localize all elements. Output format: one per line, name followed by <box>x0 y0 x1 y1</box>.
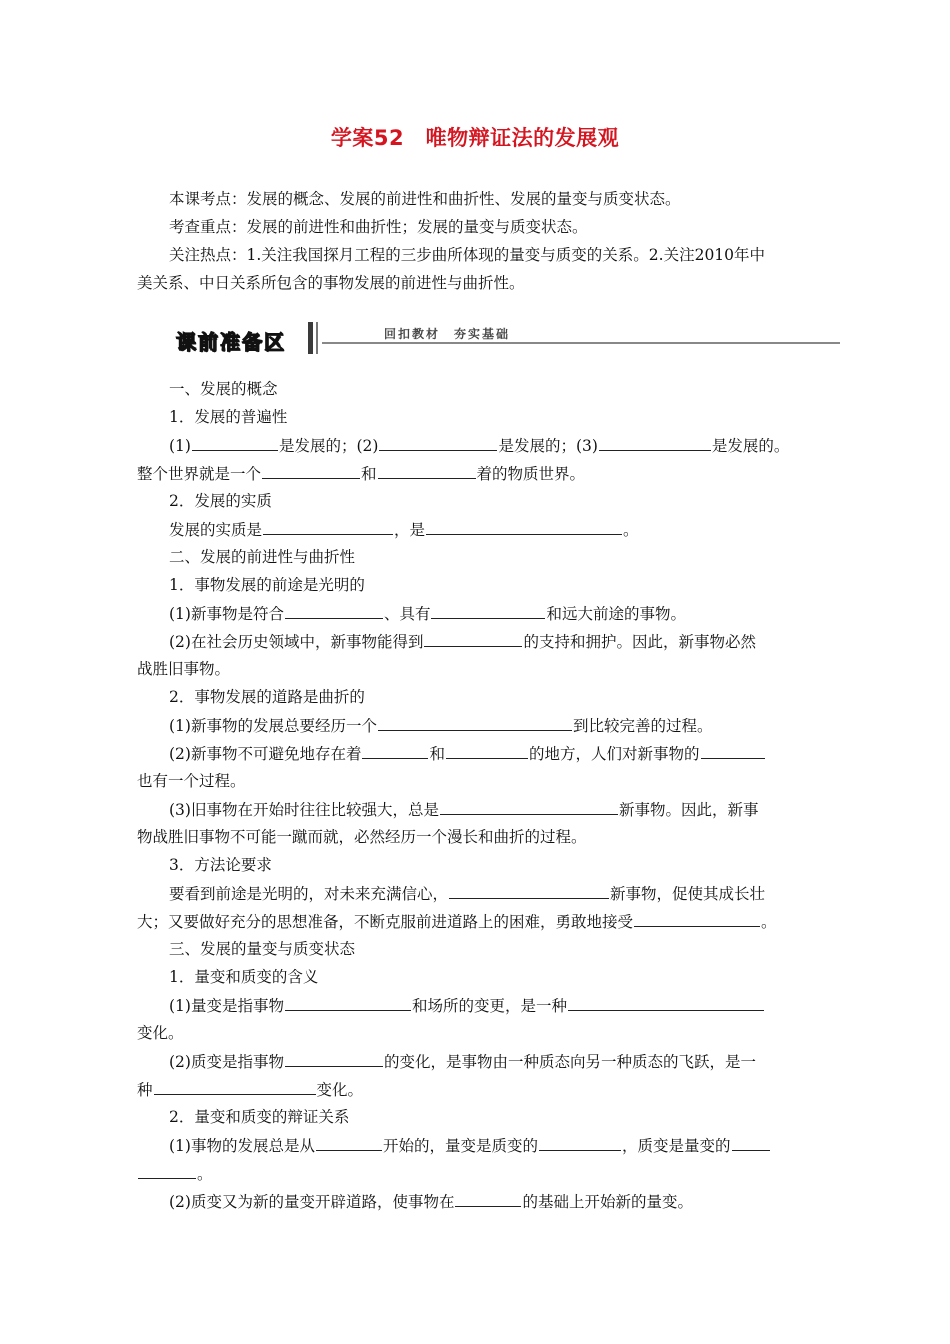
fill-blank[interactable] <box>138 1163 196 1179</box>
fill-blank[interactable] <box>379 435 497 451</box>
fill-line: (1)新事物的发展总要经历一个 到比较完善的过程。 <box>169 717 713 735</box>
fill-blank[interactable] <box>378 463 476 479</box>
banner-subtitle: 回扣教材 夯实基础 <box>384 327 511 341</box>
subsection-heading: 1．事物发展的前途是光明的 <box>169 576 365 594</box>
section-heading: 二、发展的前进性与曲折性 <box>169 548 356 566</box>
fill-blank[interactable] <box>285 1051 383 1067</box>
text-line: 战胜旧事物。 <box>137 660 231 678</box>
fill-line: 整个世界就是一个 和 着的物质世界。 <box>137 465 586 483</box>
text-line: 变化。 <box>137 1024 184 1042</box>
section-heading: 三、发展的量变与质变状态 <box>169 940 356 958</box>
banner-divider <box>308 322 313 354</box>
fill-line: 发展的实质是 ，是 。 <box>169 521 639 539</box>
fill-line: (1) 是发展的；(2) 是发展的；(3) 是发展的。 <box>169 437 790 455</box>
intro-line: 美关系、中日关系所包含的事物发展的前进性与曲折性。 <box>137 274 525 292</box>
fill-blank[interactable] <box>426 519 622 535</box>
intro-line: 关注热点：1.关注我国探月工程的三步曲所体现的量变与质变的关系。2.关注2010年中 <box>169 246 766 264</box>
fill-blank[interactable] <box>701 743 765 759</box>
fill-line: (1)新事物是符合 、具有 和远大前途的事物。 <box>169 605 686 623</box>
fill-line: (1)事物的发展总是从 开始的，量变是质变的 ，质变是量变的 <box>169 1135 817 1156</box>
fill-line: (2)质变是指事物 的变化，是事物由一种质态向另一种质态的飞跃，是一 <box>169 1053 756 1071</box>
fill-blank[interactable] <box>599 435 711 451</box>
subsection-heading: 2．事物发展的道路是曲折的 <box>169 688 365 706</box>
fill-line: 种 变化。 <box>137 1081 364 1099</box>
fill-blank[interactable] <box>362 743 428 759</box>
subsection-heading: 1．发展的普遍性 <box>169 408 288 426</box>
fill-line: 要看到前途是光明的，对未来充满信心， 新事物，促使其成长壮 <box>169 885 766 903</box>
section-heading: 一、发展的概念 <box>169 380 278 398</box>
fill-blank[interactable] <box>455 1191 521 1207</box>
fill-blank[interactable] <box>431 603 545 619</box>
fill-line: 大；又要做好充分的思想准备，不断克服前进道路上的困难，勇敢地接受 。 <box>137 913 777 931</box>
banner-title: 课前准备区 <box>176 330 286 354</box>
banner-rule <box>322 342 840 344</box>
text-line: 物战胜旧事物不可能一蹴而就，必然经历一个漫长和曲折的过程。 <box>137 828 587 846</box>
fill-blank[interactable] <box>539 1135 621 1151</box>
fill-blank[interactable] <box>449 883 609 899</box>
fill-blank[interactable] <box>285 995 411 1011</box>
subsection-heading: 3．方法论要求 <box>169 856 272 874</box>
fill-blank[interactable] <box>440 799 618 815</box>
fill-line: 。 <box>137 1163 817 1184</box>
banner-divider <box>316 322 318 354</box>
page-title: 学案52 唯物辩证法的发展观 <box>330 126 620 150</box>
fill-blank[interactable] <box>316 1135 382 1151</box>
fill-blank[interactable] <box>154 1079 316 1095</box>
subsection-heading: 1．量变和质变的含义 <box>169 968 319 986</box>
fill-blank[interactable] <box>263 519 393 535</box>
fill-blank[interactable] <box>568 995 764 1011</box>
fill-blank[interactable] <box>446 743 528 759</box>
fill-line: (1)量变是指事物 和场所的变更，是一种 <box>169 995 817 1016</box>
fill-line: (2)质变又为新的量变开辟道路，使事物在 的基础上开始新的量变。 <box>169 1193 693 1211</box>
fill-blank[interactable] <box>634 911 760 927</box>
fill-blank[interactable] <box>732 1135 770 1151</box>
subsection-heading: 2．量变和质变的辩证关系 <box>169 1108 350 1126</box>
fill-line: (2)在社会历史领域中，新事物能得到 的支持和拥护。因此，新事物必然 <box>169 633 756 651</box>
intro-line: 考查重点：发展的前进性和曲折性；发展的量变与质变状态。 <box>169 218 588 236</box>
fill-blank[interactable] <box>285 603 383 619</box>
fill-line: (2)新事物不可避免地存在着 和 的地方，人们对新事物的 <box>169 743 817 764</box>
section-banner <box>170 322 840 356</box>
fill-line: (3)旧事物在开始时往往比较强大，总是 新事物。因此，新事 <box>169 801 759 819</box>
fill-blank[interactable] <box>192 435 278 451</box>
fill-blank[interactable] <box>262 463 360 479</box>
text-line: 也有一个过程。 <box>137 772 246 790</box>
fill-blank[interactable] <box>378 715 572 731</box>
subsection-heading: 2．发展的实质 <box>169 492 272 510</box>
fill-blank[interactable] <box>424 631 522 647</box>
intro-line: 本课考点：发展的概念、发展的前进性和曲折性、发展的量变与质变状态。 <box>169 190 681 208</box>
